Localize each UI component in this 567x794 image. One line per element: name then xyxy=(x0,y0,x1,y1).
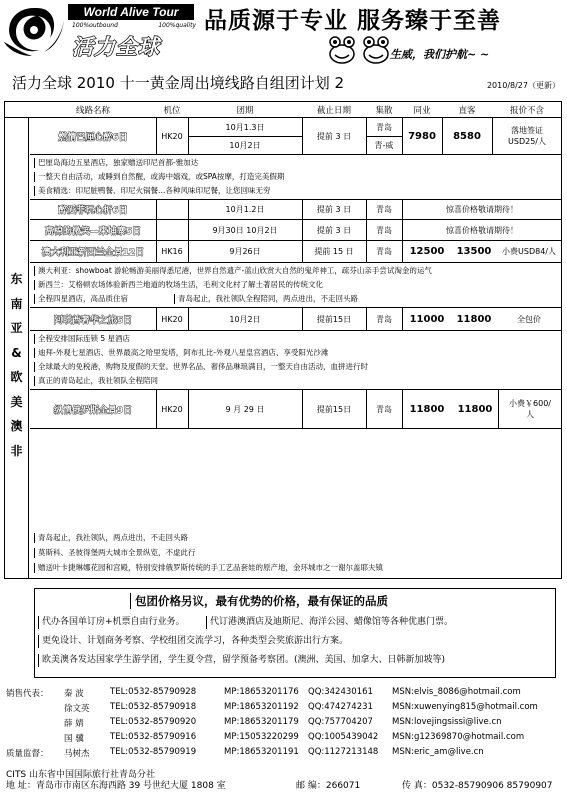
tour-trade-price: 12500 xyxy=(409,246,445,257)
contact-qq: QQ:474274231 xyxy=(308,702,373,712)
tour-name: 纵情俄罗斯全景9日 xyxy=(53,405,133,416)
service-line: 更免设计、计划商务考察、学校组团交流学习，各种类型会奖旅游出行方案。 xyxy=(38,635,348,648)
company-fax: 传 真：0532-85790906 85790907 xyxy=(402,781,553,791)
divider xyxy=(402,390,403,428)
tour-flight: HK20 xyxy=(161,404,183,414)
divider xyxy=(30,262,562,263)
col-header-hub: 集散 xyxy=(375,105,393,116)
update-date: 2010/8/27（更新） xyxy=(486,81,560,90)
region-label: 东 南 亚 & 欧 美 澳 非 xyxy=(10,272,23,458)
contact-qq: QQ:1005439042 xyxy=(308,732,379,742)
divider xyxy=(402,308,403,330)
contact-tel: TEL:0532-85790928 xyxy=(110,687,197,697)
brand-name-cn: 活力全球 xyxy=(72,35,160,59)
divider xyxy=(302,200,303,219)
tour-hub: 青岛 xyxy=(376,314,392,324)
tour-feature: 新西兰：艾格顿农场体验新西兰地道的牧场生活，毛利文化村了解土著居民的传统文化 xyxy=(34,280,558,290)
divider xyxy=(188,241,189,262)
tour-date: 9月30日 10月2日 xyxy=(212,225,278,235)
brand-name-en: World Alive Tour xyxy=(68,4,194,20)
tour-feature: 美食精选：印尼脏鸭餐、印尼火锅餐…各种风味印尼餐，让您回味无穷 xyxy=(34,186,554,196)
service-line: 欧美澳各发达国家学生游学团，学生夏令营，留学预备考察团。(澳洲、美国、加拿大、日韩新加坡等) xyxy=(38,654,445,667)
contact-mobile: MP:15053220299 xyxy=(224,732,299,742)
contact-tel: TEL:0532-85790919 xyxy=(110,747,197,757)
divider xyxy=(366,390,367,428)
divider xyxy=(302,390,303,428)
col-header-flight: 机位 xyxy=(163,105,181,116)
divider xyxy=(30,330,562,331)
divider xyxy=(366,200,367,219)
tour-retail-price: 13500 xyxy=(456,246,492,257)
service-line: 代办各国单订房+机票自由行业务。 xyxy=(38,616,185,629)
tour-date: 10月1.3日 xyxy=(225,122,265,132)
tour-feature: 莫斯科、圣彼得堡两大城市全景纵览，不虚此行 xyxy=(34,548,558,558)
tour-feature: 全球最大的免税港，购物及度假的天堂。世界名品、奢侈品琳琅满目，一整天自由活动，血拼进行时 xyxy=(34,362,558,372)
contact-qq: QQ:342430161 xyxy=(308,687,373,697)
col-header-route: 线路名称 xyxy=(75,105,110,116)
tour-feature: 全程安排国际连锁 5 星酒店 xyxy=(34,334,558,344)
frog-mascot-icon xyxy=(360,34,392,64)
company-name: CITS 山东省中国国际旅行社青岛分社 xyxy=(6,770,156,780)
tour-name: 燃情巴厘心醉6日 xyxy=(58,132,128,143)
divider xyxy=(366,308,367,330)
tour-deadline: 提前 3 日 xyxy=(316,205,352,214)
tour-excl: 落地签证 USD25/人 xyxy=(508,126,546,146)
contact-mobile: MP:18653201176 xyxy=(224,687,299,697)
tour-retail-price: 8580 xyxy=(453,130,481,142)
divider xyxy=(188,136,302,137)
divider xyxy=(156,220,157,240)
col-header-trade: 同业 xyxy=(413,105,431,116)
divider xyxy=(402,118,403,154)
contact-mobile: MP:18653201179 xyxy=(224,717,299,727)
divider xyxy=(156,308,157,330)
tour-feature: 全程四星酒店，高品质住宿 xyxy=(34,294,170,304)
brand-tagline xyxy=(72,22,196,29)
col-header-retail: 直客 xyxy=(458,105,476,116)
tour-flight: HK20 xyxy=(161,131,183,141)
tour-hub: 青岛 xyxy=(376,225,392,235)
tour-feature: 青岛起止，我社领队全程陪同，两点进出，不走回头路 xyxy=(174,294,554,304)
contact-qq: QQ:1127213148 xyxy=(308,747,379,757)
region-column xyxy=(4,117,29,579)
tour-deadline: 提前 3 日 xyxy=(316,225,352,235)
divider xyxy=(188,308,189,330)
contact-name: 徐文英 xyxy=(64,704,90,714)
tour-deadline: 提前15日 xyxy=(316,404,352,414)
tour-feature: 澳大利亚：showboat 游轮畅游美丽得悉尼港，世界自然遗产-蓝山欣赏大自然的鬼斧神工，疏芬山亲手尝试淘金的运气 xyxy=(34,266,558,276)
tour-retail-price: 11800 xyxy=(457,403,493,415)
tour-deadline: 提前15日 xyxy=(316,314,352,324)
divider xyxy=(156,118,157,154)
contact-msn: MSN:g12369870@hotmail.com xyxy=(392,732,525,742)
tour-flight: HK20 xyxy=(161,314,183,324)
tour-feature: 一整天自由活动，或睡到自然醒，或海中嬉戏，或SPA按摩，打造完美假期 xyxy=(34,172,554,182)
contact-msn: MSN:xuwenying815@hotmail.com xyxy=(392,702,538,712)
contact-tel: TEL:0532-85790918 xyxy=(110,702,197,712)
tour-hub: 青岛 xyxy=(376,205,392,214)
divider xyxy=(156,241,157,262)
divider xyxy=(492,118,493,154)
divider xyxy=(188,200,189,219)
tour-date: 10月2日 xyxy=(229,140,261,150)
divider xyxy=(402,220,403,240)
tour-feature: 真正的青岛起止，我社领队全程陪同 xyxy=(34,376,558,386)
tour-deadline: 提前 3 日 xyxy=(316,131,352,141)
tour-feature: 迪拜-外观七星酒店、世界最高之哈里发塔，阿布扎比-外观八星皇宫酒店、享受阳光沙滩 xyxy=(34,348,558,358)
tour-hub: 青-威 xyxy=(374,140,394,150)
divider xyxy=(302,220,303,240)
tour-hub: 青岛 xyxy=(376,404,392,414)
divider xyxy=(302,241,303,262)
tour-name: 阿联酋奢华之旅5日 xyxy=(53,315,133,326)
divider xyxy=(366,136,402,137)
contact-mobile: MP:18653201191 xyxy=(224,747,299,757)
tour-date: 9月26日 xyxy=(229,247,261,256)
contact-msn: MSN:lovejingsissi@live.cn xyxy=(392,717,502,727)
company-address: 地 址：青岛市市南区东海西路 39 号世纪大厦 1808 室 xyxy=(6,781,226,791)
contact-msn: MSN:eric_am@live.cn xyxy=(392,747,484,757)
col-header-excl: 报价不含 xyxy=(509,105,544,116)
brand-tagline-right: 100%quality xyxy=(158,22,196,29)
tour-trade-price: 11800 xyxy=(409,403,445,415)
tour-trade-price: 7980 xyxy=(408,130,436,142)
divider xyxy=(30,154,562,155)
tour-feature: 巴厘岛海边五星酒店，独家赠送印尼首都-雅加达 xyxy=(34,158,554,168)
tour-flight: HK16 xyxy=(161,247,183,256)
tour-trade-price: 11000 xyxy=(409,313,445,325)
tour-hub: 青岛 xyxy=(376,122,392,132)
tour-hub: 青岛 xyxy=(376,247,392,256)
slogan-main: 品质源于专业 服务臻于至善 xyxy=(204,8,502,34)
col-header-deadline: 截止日期 xyxy=(316,105,351,116)
divider xyxy=(156,200,157,219)
service-line: 代订港澳酒店及迪斯尼、海洋公园、蜡像馆等各种优惠门票。 xyxy=(206,616,453,629)
brand-tagline-left: 100%outbound xyxy=(72,22,118,29)
tour-excl: 小费USD84/人 xyxy=(502,247,556,256)
tour-date: 10月1.2日 xyxy=(225,205,265,214)
contact-name: 秦 波 xyxy=(64,689,84,699)
divider xyxy=(498,390,499,428)
divider xyxy=(188,220,189,240)
tour-price-note: 惊喜价格敬请期待！ xyxy=(446,205,518,214)
tour-name: 高棉的微笑—柬埔寨5日 xyxy=(44,226,142,237)
tour-excl: 全包价 xyxy=(517,314,541,324)
divider xyxy=(366,118,367,154)
frog-mascot-icon xyxy=(326,34,358,64)
contact-name: 薛 婧 xyxy=(64,719,84,729)
divider xyxy=(442,118,443,154)
contact-qq: QQ:757704207 xyxy=(308,717,373,727)
tour-name: 澳大利亚新西兰全景12日 xyxy=(41,248,145,258)
page-title: 活力全球 2010 十一黄金周出境线路自组团计划 2 xyxy=(12,74,345,92)
qc-label: 质量监督： xyxy=(6,749,49,759)
slogan-sub: 生威，我们护航~ ~ xyxy=(390,48,490,61)
tour-date: 10月2日 xyxy=(229,314,261,324)
divider xyxy=(302,118,303,154)
tour-deadline: 提前 15 日 xyxy=(314,247,354,256)
tour-name: 醉爱菲玩心折6日 xyxy=(58,206,128,216)
sales-label: 销售代表： xyxy=(6,689,49,699)
divider xyxy=(402,200,403,219)
services-promise: 包团价格另议，最有优势的价格，最有保证的品质 xyxy=(130,593,388,609)
tour-feature: 赠送叶卡捷琳娜花园和宫殿，特别安排俄罗斯传统的手工艺品套娃的原产地，金环城市之一谢尔盖耶夫镇 xyxy=(34,563,558,573)
tour-feature: 青岛起止，我社领队，两点进出，不走回头路 xyxy=(34,533,558,543)
tour-retail-price: 11800 xyxy=(456,313,492,325)
divider xyxy=(188,390,189,428)
divider xyxy=(366,241,367,262)
divider xyxy=(402,241,403,262)
contact-name: 国 骥 xyxy=(64,734,84,744)
divider xyxy=(156,390,157,428)
divider xyxy=(366,220,367,240)
tour-price-note: 惊喜价格敬请期待！ xyxy=(446,225,518,235)
swirl-logo-icon xyxy=(2,2,66,58)
divider xyxy=(188,118,189,154)
page-header xyxy=(0,0,567,68)
tour-excl: 小费￥600/ 人 xyxy=(509,399,551,419)
tour-date: 9 月 29 日 xyxy=(225,404,265,414)
contact-mobile: MP:18653201192 xyxy=(224,702,299,712)
company-postcode: 邮 编：266071 xyxy=(296,781,361,791)
contact-name: 马树杰 xyxy=(64,749,90,759)
contact-tel: TEL:0532-85790916 xyxy=(110,732,197,742)
divider xyxy=(302,308,303,330)
col-header-dates: 团期 xyxy=(236,105,254,116)
contact-tel: TEL:0532-85790920 xyxy=(110,717,197,727)
divider xyxy=(30,428,562,429)
contact-msn: MSN:elvis_8086@hotmail.com xyxy=(392,687,521,697)
